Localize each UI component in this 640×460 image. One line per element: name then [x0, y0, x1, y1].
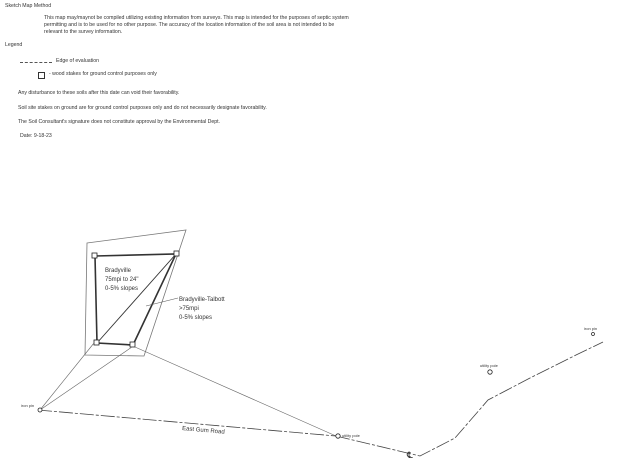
talbott-name: Bradyville-Talbott — [179, 297, 225, 303]
bradyville-slope: 0-5% slopes — [105, 286, 139, 292]
stake-marker — [94, 340, 99, 345]
utility-pole-marker — [336, 434, 340, 438]
page-title: Sketch Map Method — [5, 3, 52, 9]
note-signature: The Soil Consultant's signature does not constitute approval by the Environmental Dept. — [18, 119, 220, 125]
road-property-line — [336, 342, 603, 456]
talbott-slope: 0-5% slopes — [179, 315, 213, 321]
legend-stake-label: - wood stakes for ground control purposes only — [49, 71, 157, 77]
iron-pin-right-label: iron pin — [584, 326, 598, 331]
talbott-leader-line — [146, 298, 178, 306]
iron-pin-marker — [592, 333, 595, 336]
utility-pole-label-2: utility pole — [480, 363, 498, 368]
disclaimer-line-1: This map may/maynot be compiled utilizing existing information from surveys. This map is intended for the purposes of septic system — [44, 15, 349, 21]
tie-line — [40, 347, 132, 410]
centerline-icon: ℄ — [407, 451, 413, 460]
note-date: Date: 9-18-23 — [20, 133, 52, 139]
note-disturbance: Any disturbance to these soils after this date can void their favorability. — [18, 90, 180, 96]
bradyville-name: Bradyville — [105, 268, 132, 274]
legend-edge-label: Edge of evaluation — [56, 58, 99, 64]
talbott-rate: >75mpi — [179, 306, 199, 312]
tie-line — [40, 343, 94, 410]
evaluation-boundary — [85, 230, 186, 356]
iron-pin-left-label: iron pin — [21, 403, 35, 408]
iron-pin-marker — [38, 408, 42, 412]
tie-line — [135, 347, 336, 436]
utility-pole-label: utility pole — [342, 433, 360, 438]
disclaimer-line-2: permitting and is to be used for no other purpose. The accuracy of the location information of the soil area is not intended to be — [44, 22, 335, 28]
stake-marker — [174, 251, 179, 256]
legend-title: Legend — [5, 42, 23, 48]
disclaimer-line-3: relevant to the survey information. — [44, 29, 123, 35]
utility-pole-marker — [488, 370, 492, 374]
stake-marker — [130, 342, 135, 347]
note-stakes: Soil site stakes on ground are for ground control purposes only and do not necessarily designate favorability. — [18, 105, 267, 111]
stake-marker — [92, 253, 97, 258]
road-name: East Gum Road — [181, 426, 225, 436]
bradyville-rate: 75mpi to 24" — [105, 277, 139, 283]
